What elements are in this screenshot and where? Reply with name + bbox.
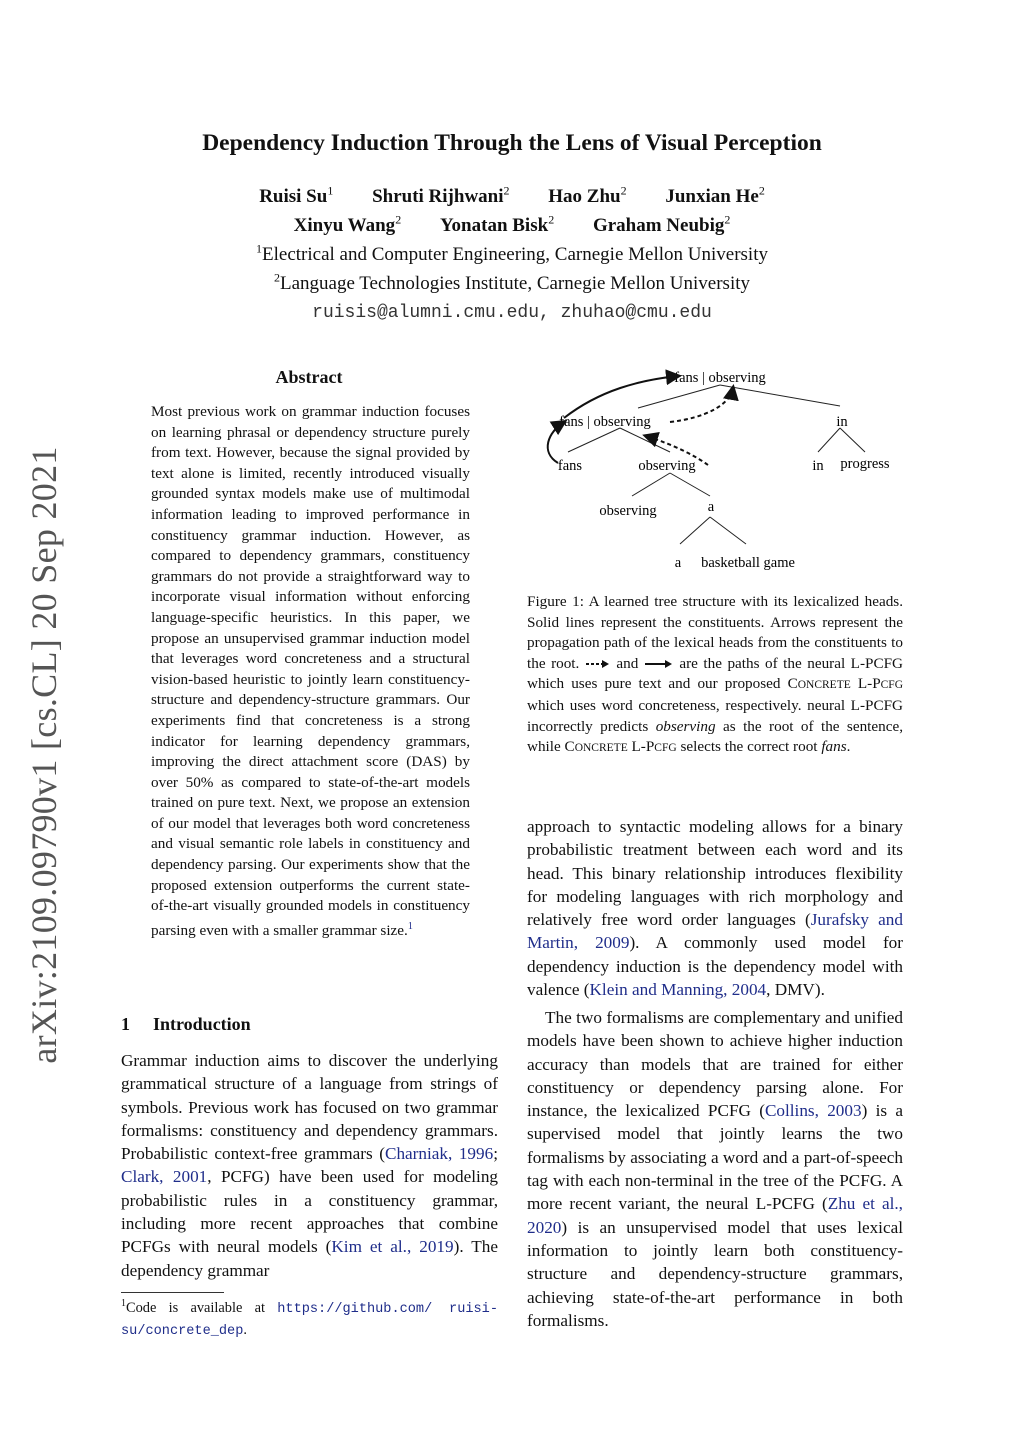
footnote-ref[interactable]: 1 [407,920,413,932]
tree-leaf-progress: progress [840,456,890,472]
citation-link[interactable]: Klein and Manning, 2004 [589,980,767,1000]
paper-title: Dependency Induction Through the Lens of Visual Perception [202,130,822,156]
tree-leaf-a: a [674,555,682,571]
tree-node-vp: observing [638,458,696,474]
solid-arrow-icon [644,659,674,669]
author: Graham Neubig$^2$ [592,212,731,236]
tree-leaf-in: in [812,458,824,474]
citation-link[interactable]: Collins, 2003 [764,1101,862,1121]
affiliation-1: $^1$Electrical and Computer Engineering, Carnegie Mellon University [256,241,768,265]
affiliation-2: $^2$Language Technologies Institute, Carnegie Mellon University [273,270,751,294]
abstract-heading: Abstract [275,367,343,387]
tree-node-root: fans | observing [674,370,766,386]
figure-1-tree [520,360,920,590]
author: Shruti Rijhwani$^2$ [372,183,510,207]
citation-link[interactable]: Kim et al., 2019 [331,1237,454,1257]
abstract-text: Most previous work on grammar induction focuses on learning phrasal or dependency structure purely from text. However, because the signal provided by text alone is limited, recently introduced visually grounded syntax models make use of multimodal information leading to improved performance in constituency grammar induction. However, as compared to dependency grammars, constituency grammars do not provide a straightforward way to incorporate visual information without enforcing language-specific heuristics. In this paper, we propose an unsupervised grammar induction model that leverages word concreteness and a structural vision-based heuristic to jointly learn constituency-structure and dependency-structure grammars. Our experiments find that concreteness is a strong indicator for learning dependency grammars, improving the direct attachment score (DAS) by over 50% as compared to state-of-the-art models trained on pure text. Next, we propose an extension of our model that leverages both word concreteness and visual semantic role labels in constituency and dependency parsing. Our experiments show that the proposed extension outperforms the current state-of-the-art visually grounded models in constituency parsing even with a smaller grammar size.$^1$ [151,403,470,939]
citation-link[interactable]: Zhu et al., 2020 [527,1194,903,1237]
dashed-arrow-icon [585,659,611,669]
tree-leaf-basketball-game: basketball game [701,555,795,571]
solid-arrow-path [564,376,678,418]
author-emails: ruisis@alumni.cmu.edu, zhuhao@cmu.edu [312,303,712,323]
author-row-2 [0,212,1024,237]
tree-node-in: in [836,414,848,430]
citation-link[interactable]: Clark, 2001 [121,1167,208,1187]
footnote-rule [121,1292,224,1293]
dashed-arrow-path [670,388,733,422]
author: Xinyu Wang$^2$ [293,212,402,236]
tree-node-a: a [707,499,715,515]
arxiv-stamp [8,446,80,1064]
author: Ruisi Su$^1$ [259,183,334,207]
citation-link[interactable]: Jurafsky and Martin, 2009 [527,910,903,953]
tree-node-np: fans | observing [559,414,651,430]
figure-caption: Figure 1: A learned tree structure with its lexicalized heads. Solid lines represent the constituents. Arrows represent the propagation path of the lexical heads from the constituents to the root. and are the paths of the neural L-PCFG which uses pure text and our proposed CONCRETE L-PCFG which uses word concreteness, respectively. neural L-PCFG incorrectly predicts observing as the root of the sentence, while CONCRETE L-PCFG selects the correct root fans. [527,593,904,756]
author: Junxian He$^2$ [665,183,765,207]
intro-paragraph-1-left: Grammar induction aims to discover the underlying grammatical structure of a language from strings of symbols. Previous work has focused on two grammar formalisms: constituency and dependency grammars. Probabilistic context-free grammars (Charniak, 1996; Clark, 2001, PCFG) have been used for modeling probabilistic rules in a constituency grammar, including more recent approaches that combine PCFGs with neural models (Kim et al., 2019). The dependency grammar [121,1051,499,1280]
author: Yonatan Bisk$^2$ [439,212,555,236]
citation-link[interactable]: Charniak, 1996 [384,1144,494,1164]
author: Hao Zhu$^2$ [548,183,627,207]
author-row-1 [0,183,1024,208]
footnote: $^1$Code is available at https://github.com/ ruisi-su/concrete_dep. [121,1298,498,1339]
arxiv-id: arXiv:2109.09790v1 [cs.CL] 20 Sep 2021 [24,446,64,1064]
tree-leaf-observing: observing [599,503,657,519]
section-heading: 1 Introduction [121,1014,251,1034]
tree-leaf-fans: fans [557,458,583,474]
code-url-link[interactable]: https://github.com/ ruisi-su/concrete_dep [121,1301,498,1339]
intro-paragraph-2: The two formalisms are complementary and unified models have been shown to achieve higher induction accuracy than models that are trained for either constituency or dependency parsing alone. For instance, the lexicalized PCFG (Collins, 2003) is a supervised model that jointly learns the two formalisms by associating a word and a part-of-speech tag with each non-terminal in the tree of the PCFG. A more recent variant, the neural L-PCFG (Zhu et al., 2020) is an unsupervised model that uses lexical information to jointly learn both constituency-structure and dependency-structure grammars, achieving state-of-the-art performance in both formalisms. [527,1008,903,1330]
intro-paragraph-1-right: approach to syntactic modeling allows for a binary probabilistic treatment between each word and its head. This binary relationship introduces flexibility for modeling languages with rich morphology and relatively free word order languages (Jurafsky and Martin, 2009). A commonly used model for dependency induction is the dependency model with valence (Klein and Manning, 2004, DMV). [527,817,903,1000]
